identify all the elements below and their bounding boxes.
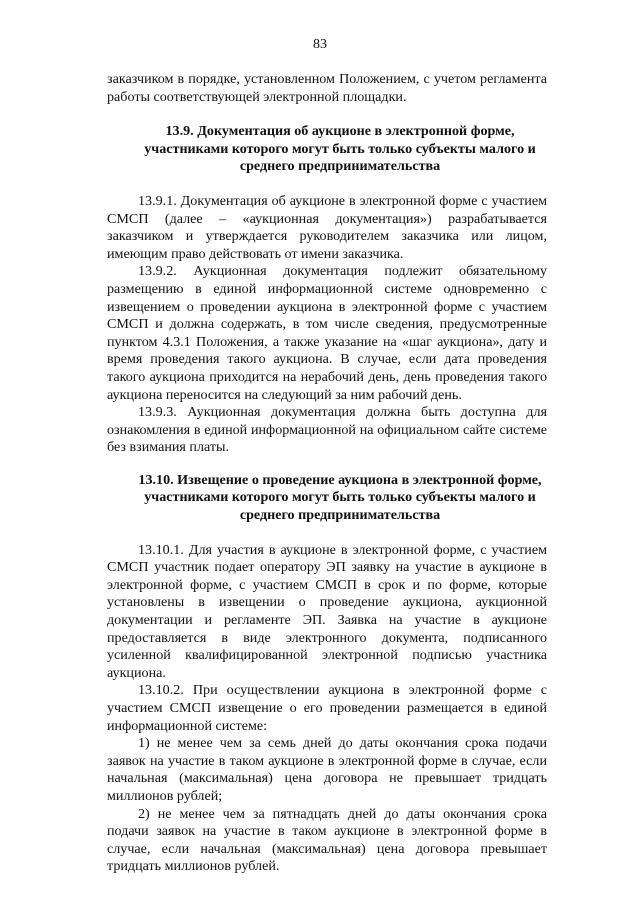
paragraph-13-10-1: 13.10.1. Для участия в аукционе в электронной форме, с участием СМСП участник подает оператору ЭП заявку на участие в аукционе в электронной форме, с участием СМСП в срок и по форме, которые установлены в извещении о проведение аукциона, аукционной документации и регламенте ЭП. Заявка на участие в аукционе предоставляется в виде электронного документа, подписанного усиленной квалифицированной электронной подписью участника аукциона. — [107, 541, 547, 681]
paragraph-13-9-3: 13.9.3. Аукционная документация должна быть доступна для ознакомления в единой информационной на официальном сайте системе без взимания платы. — [107, 404, 547, 456]
section-13-9-heading: 13.9. Документация об аукционе в электронной форме, участниками которого могут быть только субъекты малого и среднего предпринимательства — [144, 123, 536, 175]
list-item-1: 1) не менее чем за семь дней до даты окончания срока подачи заявок на участие в таком аукционе в электронной форме в случае, если начальная (максимальная) цена договора не превышает тридцать миллионов рублей; — [107, 735, 547, 804]
paragraph-13-9-1: 13.9.1. Документация об аукционе в электронной форме с участием СМСП (далее – «аукционная документация») разрабатывается заказчиком и утверждается руководителем заказчика или лицом, имеющим право действовать от имени заказчика. — [107, 192, 547, 262]
list-item-2: 2) не менее чем за пятнадцать дней до даты окончания срока подачи заявок на участие в таком аукционе в электронной форме в случае, если начальная (максимальная) цена договора превышает тридцать миллионов рублей. — [107, 805, 547, 875]
document-body — [107, 71, 547, 876]
section-13-10-heading: 13.10. Извещение о проведение аукциона в электронной форме, участниками которого могут быть только субъекты малого и среднего предпринимательства — [138, 471, 542, 524]
intro-paragraph: заказчиком в порядке, установленном Положением, с учетом регламента работы соответствующей электронной площадки. — [107, 71, 547, 105]
paragraph-13-10-2: 13.10.2. При осуществлении аукциона в электронной форме с участием СМСП извещение о его проведении размещается в единой информационной системе: — [107, 682, 547, 734]
paragraph-13-9-2: 13.9.2. Аукционная документация подлежит обязательному размещению в единой информационной системе одновременно с извещением о проведении аукциона в электронной форме с участием СМСП и должна содержать, в том числе сведения, предусмотренные пунктом 4.3.1 Положения, а также указание на «шаг аукциона», дату и время проведения такого аукциона. В случае, если дата проведения такого аукциона приходится на нерабочий день, день проведения такого аукциона переносится на следующий за ним рабочий день. — [107, 263, 547, 403]
page-number: 83 — [313, 37, 327, 52]
